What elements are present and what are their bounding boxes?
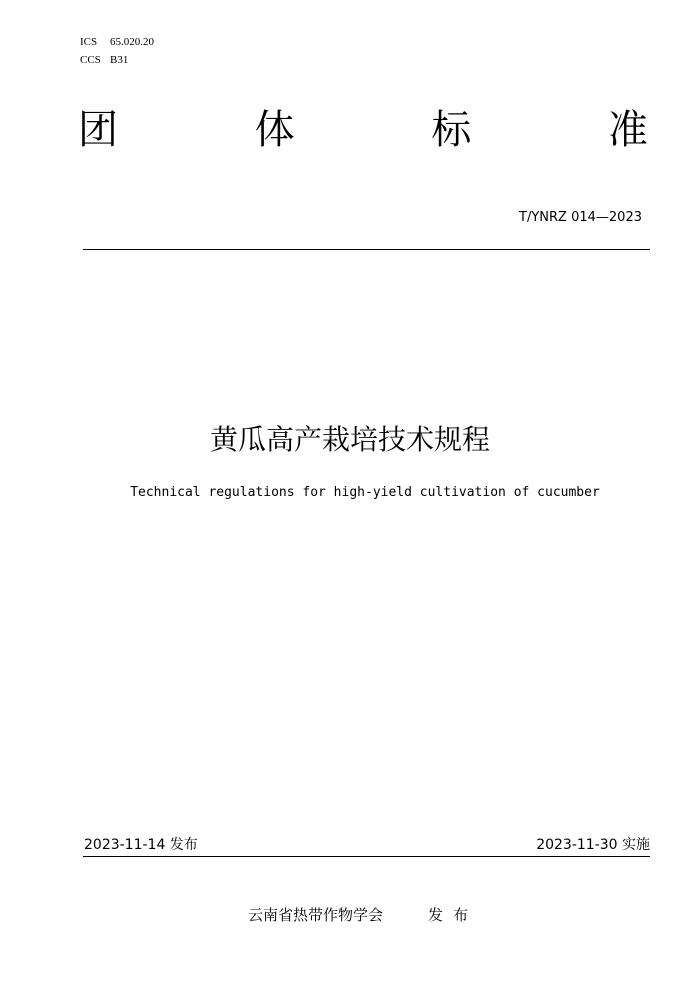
ics-code: 65.020.20 — [110, 36, 154, 48]
implementation-date: 2023-11-30 实施 — [536, 837, 650, 853]
ics-label: ICS — [80, 36, 98, 48]
publish-label: 发布 — [428, 906, 479, 924]
standard-type-char: 标 — [431, 107, 472, 153]
standard-type-char: 团 — [78, 107, 118, 153]
document-title-chinese: 黄瓜高产栽培技术规程 — [209, 423, 490, 456]
publisher-name: 云南省热带作物学会 — [248, 906, 384, 924]
ccs-classification — [80, 53, 128, 67]
issue-date: 2023-11-14 发布 — [84, 837, 198, 853]
standard-number: T/YNRZ 014—2023 — [519, 210, 642, 225]
standard-type-heading — [78, 104, 648, 156]
top-divider — [83, 249, 650, 250]
standard-type-char: 体 — [254, 107, 295, 153]
standard-type-char: 准 — [607, 107, 648, 153]
bottom-divider — [83, 856, 650, 857]
ccs-code: B31 — [110, 54, 129, 66]
ics-classification — [80, 35, 154, 49]
ccs-label: CCS — [80, 54, 101, 66]
document-title-english: Technical regulations for high-yield cultivation of cucumber — [130, 485, 600, 500]
